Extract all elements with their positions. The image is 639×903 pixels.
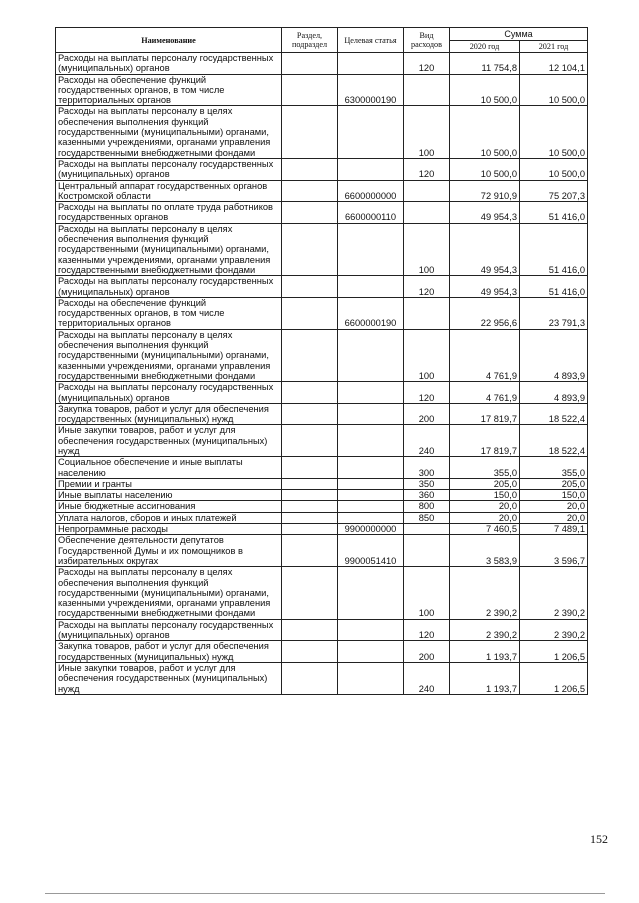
table-row	[56, 106, 588, 158]
cell-2020: 1 193,7	[450, 641, 520, 663]
table-row	[56, 53, 588, 75]
cell-type	[404, 535, 450, 567]
cell-type: 350	[404, 478, 450, 489]
cell-2020: 20,0	[450, 501, 520, 512]
cell-2021: 12 104,1	[520, 53, 588, 75]
cell-2020: 150,0	[450, 490, 520, 501]
cell-2021: 51 416,0	[520, 223, 588, 275]
cell-section	[282, 535, 338, 567]
table-row	[56, 223, 588, 275]
cell-type: 240	[404, 662, 450, 694]
cell-name: Иные бюджетные ассигнования	[56, 501, 282, 512]
cell-section	[282, 158, 338, 180]
page-number: 152	[590, 832, 608, 846]
cell-target	[338, 619, 404, 641]
cell-type: 120	[404, 276, 450, 298]
cell-2020: 1 193,7	[450, 662, 520, 694]
table-row	[56, 619, 588, 641]
table-row	[56, 490, 588, 501]
cell-target	[338, 403, 404, 425]
cell-2020: 22 956,6	[450, 297, 520, 329]
cell-target	[338, 425, 404, 457]
table-row	[56, 457, 588, 479]
cell-2021: 205,0	[520, 478, 588, 489]
table-row	[56, 567, 588, 619]
cell-2020: 20,0	[450, 512, 520, 523]
table-row	[56, 512, 588, 523]
table-body	[56, 53, 588, 695]
cell-type: 200	[404, 403, 450, 425]
cell-2020: 2 390,2	[450, 567, 520, 619]
cell-section	[282, 276, 338, 298]
cell-type	[404, 202, 450, 224]
cell-section	[282, 297, 338, 329]
cell-2020: 49 954,3	[450, 202, 520, 224]
cell-2021: 51 416,0	[520, 276, 588, 298]
cell-target	[338, 53, 404, 75]
cell-target	[338, 223, 404, 275]
cell-2020: 4 761,9	[450, 382, 520, 404]
cell-2020: 2 390,2	[450, 619, 520, 641]
cell-2021: 10 500,0	[520, 158, 588, 180]
cell-name: Иные закупки товаров, работ и услуг для обеспечения государственных (муниципальных) нужд	[56, 425, 282, 457]
cell-2021: 51 416,0	[520, 202, 588, 224]
cell-2021: 18 522,4	[520, 403, 588, 425]
table-row	[56, 501, 588, 512]
cell-2020: 10 500,0	[450, 106, 520, 158]
cell-target	[338, 382, 404, 404]
cell-2021: 18 522,4	[520, 425, 588, 457]
cell-2020: 7 460,5	[450, 524, 520, 535]
cell-type: 850	[404, 512, 450, 523]
cell-section	[282, 74, 338, 106]
cell-target	[338, 478, 404, 489]
table-row	[56, 662, 588, 694]
cell-name: Премии и гранты	[56, 478, 282, 489]
cell-section	[282, 53, 338, 75]
cell-name: Иные закупки товаров, работ и услуг для обеспечения государственных (муниципальных) нужд	[56, 662, 282, 694]
cell-2021: 1 206,5	[520, 641, 588, 663]
cell-type: 100	[404, 329, 450, 381]
cell-type: 240	[404, 425, 450, 457]
cell-name: Расходы на выплаты персоналу в целях обеспечения выполнения функций государственными (муниципальными) органами, казенными учреждениями, органами управления государственными внебюджетными фондами	[56, 106, 282, 158]
cell-2020: 355,0	[450, 457, 520, 479]
table-row	[56, 158, 588, 180]
cell-2021: 1 206,5	[520, 662, 588, 694]
cell-type	[404, 524, 450, 535]
cell-section	[282, 382, 338, 404]
cell-target: 6600000190	[338, 297, 404, 329]
cell-name: Закупка товаров, работ и услуг для обеспечения государственных (муниципальных) нужд	[56, 641, 282, 663]
header-type: Вид расходов	[404, 28, 450, 53]
cell-type	[404, 74, 450, 106]
cell-section	[282, 524, 338, 535]
header-name: Наименование	[56, 28, 282, 53]
cell-section	[282, 457, 338, 479]
cell-2020: 205,0	[450, 478, 520, 489]
cell-target: 9900051410	[338, 535, 404, 567]
table-row	[56, 297, 588, 329]
table-row	[56, 180, 588, 202]
cell-2021: 20,0	[520, 501, 588, 512]
cell-type	[404, 180, 450, 202]
table-row	[56, 382, 588, 404]
cell-name: Уплата налогов, сборов и иных платежей	[56, 512, 282, 523]
cell-section	[282, 501, 338, 512]
cell-target	[338, 276, 404, 298]
cell-section	[282, 223, 338, 275]
cell-target	[338, 457, 404, 479]
cell-2021: 23 791,3	[520, 297, 588, 329]
cell-2020: 11 754,8	[450, 53, 520, 75]
cell-type: 200	[404, 641, 450, 663]
cell-section	[282, 490, 338, 501]
table-header	[56, 28, 588, 53]
cell-type: 800	[404, 501, 450, 512]
cell-target	[338, 329, 404, 381]
header-target: Целевая статья	[338, 28, 404, 53]
table-row	[56, 425, 588, 457]
cell-section	[282, 662, 338, 694]
cell-2021: 10 500,0	[520, 106, 588, 158]
budget-table	[55, 27, 588, 695]
cell-2020: 49 954,3	[450, 223, 520, 275]
cell-2021: 2 390,2	[520, 619, 588, 641]
cell-name: Иные выплаты населению	[56, 490, 282, 501]
cell-name: Расходы на обеспечение функций государственных органов, в том числе территориальных органов	[56, 297, 282, 329]
cell-name: Расходы на выплаты персоналу государственных (муниципальных) органов	[56, 276, 282, 298]
cell-target: 6600000000	[338, 180, 404, 202]
cell-target	[338, 158, 404, 180]
cell-2021: 2 390,2	[520, 567, 588, 619]
cell-type: 300	[404, 457, 450, 479]
cell-target: 6600000110	[338, 202, 404, 224]
cell-section	[282, 403, 338, 425]
cell-2021: 20,0	[520, 512, 588, 523]
cell-2020: 49 954,3	[450, 276, 520, 298]
footer-divider	[45, 893, 605, 894]
cell-section	[282, 641, 338, 663]
table-row	[56, 641, 588, 663]
cell-target: 6300000190	[338, 74, 404, 106]
cell-2021: 10 500,0	[520, 74, 588, 106]
cell-2020: 17 819,7	[450, 425, 520, 457]
cell-type: 100	[404, 106, 450, 158]
cell-target	[338, 641, 404, 663]
table-row	[56, 478, 588, 489]
cell-name: Центральный аппарат государственных органов Костромской области	[56, 180, 282, 202]
cell-type: 100	[404, 223, 450, 275]
cell-type: 120	[404, 619, 450, 641]
cell-2021: 75 207,3	[520, 180, 588, 202]
table-row	[56, 535, 588, 567]
cell-name: Расходы на обеспечение функций государственных органов, в том числе территориальных органов	[56, 74, 282, 106]
cell-type: 360	[404, 490, 450, 501]
cell-target	[338, 512, 404, 523]
cell-target: 9900000000	[338, 524, 404, 535]
cell-type: 120	[404, 382, 450, 404]
cell-section	[282, 478, 338, 489]
cell-2021: 4 893,9	[520, 382, 588, 404]
cell-name: Расходы на выплаты персоналу государственных (муниципальных) органов	[56, 619, 282, 641]
cell-2020: 10 500,0	[450, 74, 520, 106]
cell-2020: 3 583,9	[450, 535, 520, 567]
cell-2020: 72 910,9	[450, 180, 520, 202]
cell-target	[338, 567, 404, 619]
cell-type	[404, 297, 450, 329]
cell-2021: 3 596,7	[520, 535, 588, 567]
cell-section	[282, 180, 338, 202]
table-row	[56, 202, 588, 224]
cell-2021: 355,0	[520, 457, 588, 479]
cell-section	[282, 567, 338, 619]
cell-name: Расходы на выплаты персоналу в целях обеспечения выполнения функций государственными (муниципальными) органами, казенными учреждениями, органами управления государственными внебюджетными фондами	[56, 329, 282, 381]
table-row	[56, 524, 588, 535]
cell-2021: 7 489,1	[520, 524, 588, 535]
cell-2020: 4 761,9	[450, 329, 520, 381]
cell-2021: 4 893,9	[520, 329, 588, 381]
cell-name: Непрограммные расходы	[56, 524, 282, 535]
cell-type: 120	[404, 158, 450, 180]
cell-name: Обеспечение деятельности депутатов Государственной Думы и их помощников в избирательных округах	[56, 535, 282, 567]
cell-name: Закупка товаров, работ и услуг для обеспечения государственных (муниципальных) нужд	[56, 403, 282, 425]
cell-name: Расходы на выплаты персоналу государственных (муниципальных) органов	[56, 382, 282, 404]
header-section: Раздел, подраздел	[282, 28, 338, 53]
cell-section	[282, 106, 338, 158]
cell-2021: 150,0	[520, 490, 588, 501]
cell-section	[282, 425, 338, 457]
cell-name: Социальное обеспечение и иные выплаты населению	[56, 457, 282, 479]
cell-2020: 17 819,7	[450, 403, 520, 425]
cell-type: 120	[404, 53, 450, 75]
table-row	[56, 403, 588, 425]
header-2021: 2021 год	[520, 41, 588, 53]
table-row	[56, 74, 588, 106]
cell-name: Расходы на выплаты персоналу в целях обеспечения выполнения функций государственными (муниципальными) органами, казенными учреждениями, органами управления государственными внебюджетными фондами	[56, 567, 282, 619]
header-2020: 2020 год	[450, 41, 520, 53]
table-row	[56, 276, 588, 298]
cell-name: Расходы на выплаты персоналу государственных (муниципальных) органов	[56, 158, 282, 180]
cell-section	[282, 619, 338, 641]
cell-section	[282, 202, 338, 224]
cell-2020: 10 500,0	[450, 158, 520, 180]
cell-section	[282, 329, 338, 381]
table-row	[56, 329, 588, 381]
cell-section	[282, 512, 338, 523]
cell-target	[338, 501, 404, 512]
cell-target	[338, 490, 404, 501]
cell-name: Расходы на выплаты персоналу в целях обеспечения выполнения функций государственными (муниципальными) органами, казенными учреждениями, органами управления государственными внебюджетными фондами	[56, 223, 282, 275]
cell-type: 100	[404, 567, 450, 619]
header-sum: Сумма	[450, 28, 588, 41]
cell-name: Расходы на выплаты персоналу государственных (муниципальных) органов	[56, 53, 282, 75]
cell-target	[338, 106, 404, 158]
cell-target	[338, 662, 404, 694]
cell-name: Расходы на выплаты по оплате труда работников государственных органов	[56, 202, 282, 224]
